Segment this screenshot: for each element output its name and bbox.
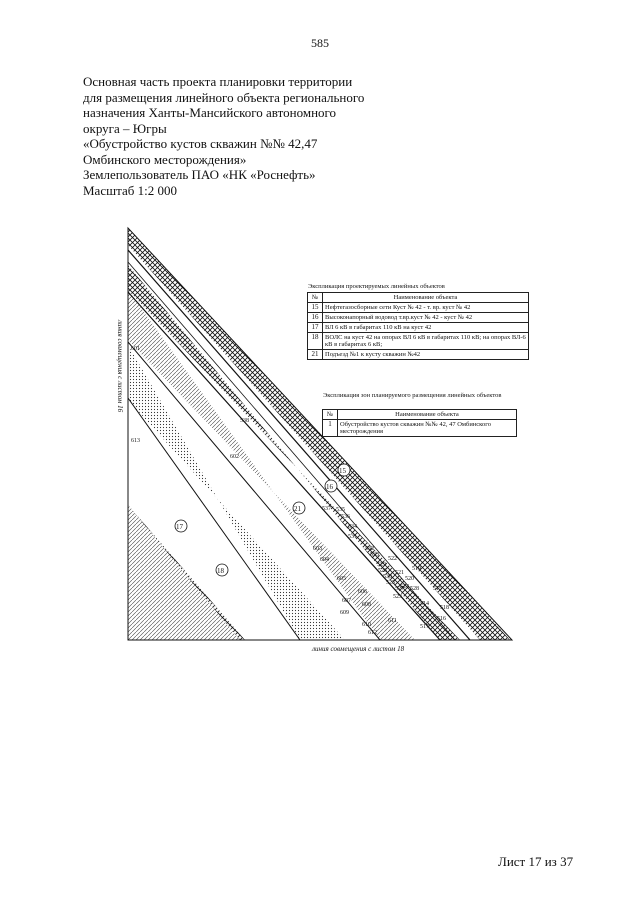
object-marker-15 (338, 464, 350, 476)
legend2-title: Экспликация зон планируемого размещения линейных объектов (323, 392, 502, 399)
table-row (308, 303, 529, 313)
legend1-num: 21 (308, 350, 323, 360)
table-row (308, 333, 529, 350)
header-line: Основная часть проекта планировки территории (83, 74, 353, 89)
legend1-name: Нефтегазосборные сети Куст № 42 - т. вр. куст № 42 (323, 303, 529, 313)
point-label: 537 (322, 506, 331, 512)
header-line: округа – Югры (83, 120, 167, 136)
point-label: 525 (386, 580, 395, 586)
point-label: 517 (420, 624, 429, 630)
legend1-col-num: № (308, 293, 323, 303)
legend1-title: Экспликация проектируемых линейных объектов (308, 283, 445, 290)
object-marker-18 (216, 564, 228, 576)
header-line: для размещения линейного объекта регионального (83, 89, 365, 105)
point-label: 519 (412, 566, 421, 572)
point-label: 529 (377, 562, 386, 568)
point-label: 515 (433, 586, 442, 592)
legend1-name: ВЛ 6 кВ в габаритах 110 кВ на куст 42 (323, 323, 529, 333)
legend2-table (322, 409, 517, 437)
point-label: 520 (405, 576, 414, 582)
point-label: 523 (393, 594, 402, 600)
point-label: 522 (388, 556, 397, 562)
point-label: 601 (131, 346, 140, 352)
page-number: 585 (311, 36, 329, 50)
table-row (308, 313, 529, 323)
table-row (308, 323, 529, 333)
object-marker-16 (325, 480, 337, 492)
point-label: 533 (370, 552, 379, 558)
object-number: 17 (176, 523, 183, 531)
point-label: 531 (348, 534, 357, 540)
point-label: 602 (230, 454, 239, 460)
point-label: 604 (320, 557, 329, 563)
point-label: 534 (348, 524, 357, 530)
header-line: «Обустройство кустов скважин №№ 42,47 (83, 136, 318, 151)
point-label: 609 (340, 610, 349, 616)
point-label: 526 (378, 568, 387, 574)
legend2-name: Обустройство кустов скважин №№ 42, 47 Омбинского месторождения (338, 420, 517, 437)
object-marker-21 (293, 502, 305, 514)
point-label: 607 (342, 598, 351, 604)
point-label: 516 (437, 616, 446, 622)
point-label: 535 (336, 507, 345, 513)
point-label: 536 (341, 514, 350, 520)
legend2-col-num: № (323, 410, 338, 420)
object-number: 21 (294, 505, 301, 513)
legend1-name: Высоконапорный водовод т.вр.куст № 42 - куст № 42 (323, 313, 529, 323)
object-number: 16 (326, 483, 333, 491)
sheet-counter: Лист 17 из 37 (498, 854, 574, 869)
left-matching-line-label: линия совмещения с листом 16 (116, 320, 124, 413)
point-label: 521 (395, 570, 404, 576)
object-marker-17 (175, 520, 187, 532)
object-number: 15 (339, 467, 346, 475)
point-label: 606 (358, 589, 367, 595)
point-label: 530 (383, 574, 392, 580)
legend1-num: 18 (308, 333, 323, 350)
point-label: 608 (362, 602, 371, 608)
legend2-col-name: Наименование объекта (338, 410, 517, 420)
header-line: Масштаб 1:2 000 (83, 182, 177, 198)
table-row (308, 350, 529, 360)
legend1-col-name: Наименование объекта (323, 293, 529, 303)
point-label: 605 (337, 576, 346, 582)
point-label: 518 (440, 605, 449, 611)
legend1-num: 15 (308, 303, 323, 313)
point-label: 603 (313, 546, 322, 552)
legend2-header-row (323, 410, 517, 420)
object-number: 18 (217, 567, 224, 575)
legend1-num: 16 (308, 313, 323, 323)
header-line: назначения Ханты-Мансийского автономного (83, 105, 337, 120)
legend1-name: Подъезд №1 к кусту скважин №42 (323, 350, 529, 360)
legend2-num: 1 (323, 420, 338, 437)
point-label: 612 (368, 630, 377, 636)
point-label: 527 (395, 586, 404, 592)
point-label: 610 (362, 622, 371, 628)
bottom-matching-line-label: линия совмещения с листом 18 (312, 645, 405, 653)
header-line: Омбинского месторождения» (83, 151, 247, 167)
legend1-table (307, 292, 529, 360)
point-label: 613 (131, 438, 140, 444)
header-line: Землепользователь ПАО «НК «Роснефть» (83, 167, 316, 182)
point-label: 532 (365, 546, 374, 552)
legend1-num: 17 (308, 323, 323, 333)
point-label: 528 (410, 586, 419, 592)
legend1-header-row (308, 293, 529, 303)
point-label: 538 (240, 418, 249, 424)
legend1-name: ВОЛС на куст 42 на опорах ВЛ 6 кВ в габаритах 110 кВ; на опорах ВЛ-6 кВ в габаритах 6 кВ; (323, 333, 529, 350)
point-label: 524 (400, 584, 409, 590)
point-label: 611 (388, 618, 397, 624)
table-row (323, 420, 517, 437)
point-label: 514 (420, 601, 429, 607)
